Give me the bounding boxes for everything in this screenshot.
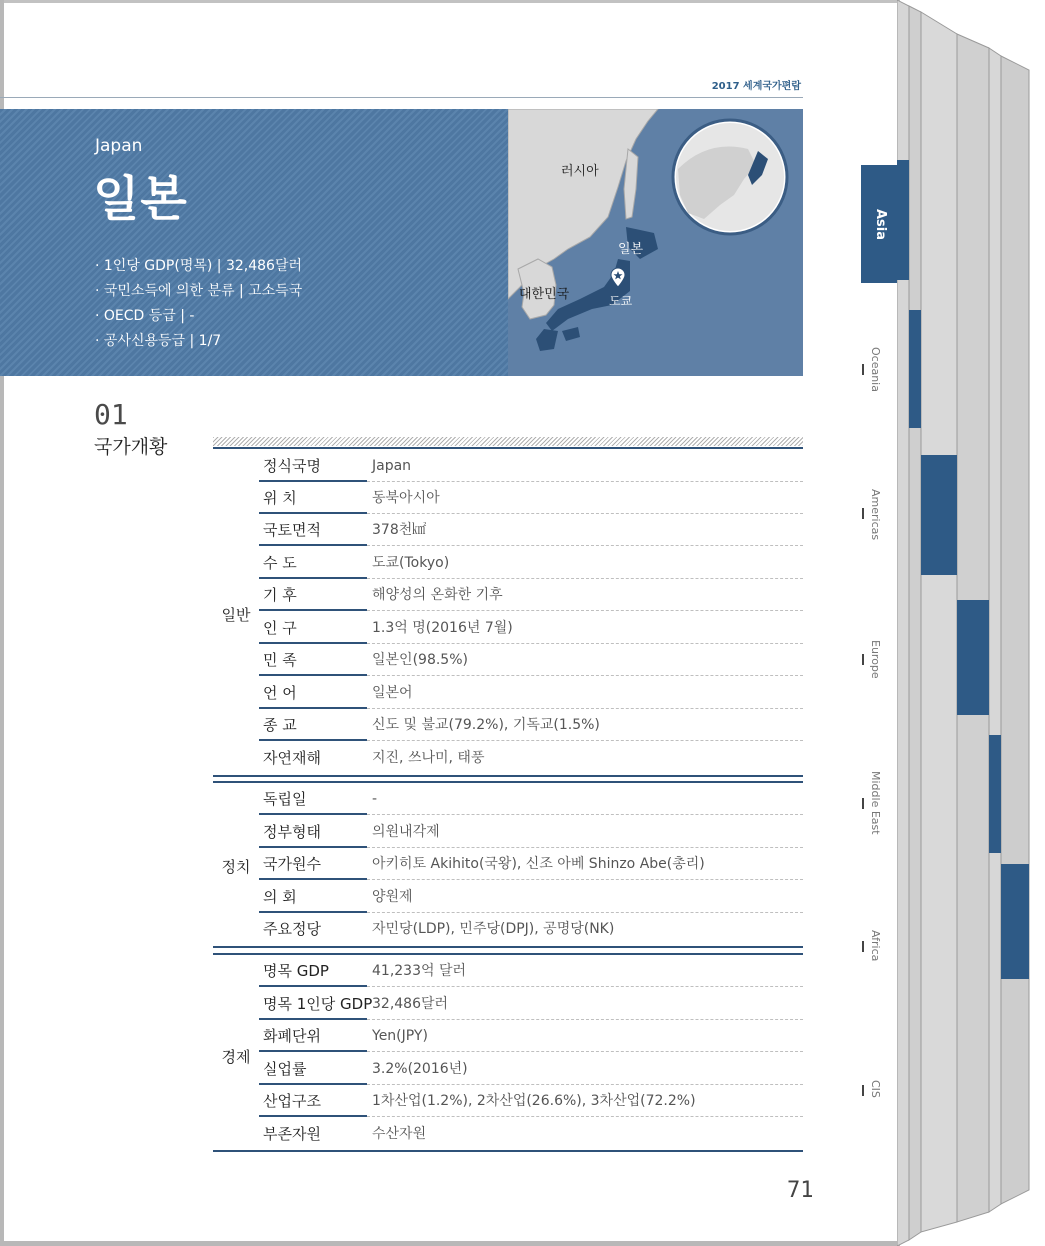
page-frame-bottom (0, 1241, 900, 1246)
fact-oecd: · OECD 등급 | - (95, 308, 195, 324)
row-key: 산업구조 (259, 1085, 367, 1117)
country-map (508, 109, 803, 376)
row-key: 실업률 (259, 1053, 367, 1085)
row-key: 명목 1인당 GDP (259, 988, 367, 1020)
row-value: 3.2%(2016년) (367, 1053, 803, 1085)
row-value: 동북아시아 (367, 482, 803, 514)
map-graphic (508, 109, 803, 376)
row-value: 의원내각제 (367, 816, 803, 848)
table-row (259, 1118, 803, 1150)
row-key: 위 치 (259, 482, 367, 514)
tab-americas[interactable]: Americas (869, 489, 882, 541)
row-key: 독립일 (259, 783, 367, 815)
table-row (259, 881, 803, 913)
row-key: 수 도 (259, 547, 367, 579)
map-label-russia: 러시아 (561, 164, 599, 179)
tab-middle-east[interactable]: Middle East (869, 771, 882, 835)
map-label-japan: 일본 (618, 242, 644, 257)
book-edge-graphic (897, 0, 1045, 1246)
row-value: 1차산업(1.2%), 2차산업(26.6%), 3차산업(72.2%) (367, 1085, 803, 1117)
row-key: 부존자원 (263, 1125, 321, 1143)
tab-tick (862, 364, 864, 375)
fact-income-class: · 국민소득에 의한 분류 | 고소득국 (95, 283, 303, 299)
tab-tick (862, 1085, 864, 1096)
table-row (259, 1053, 803, 1085)
table-row (259, 988, 803, 1020)
row-key: 의 회 (259, 881, 367, 913)
tab-tick (862, 508, 864, 519)
table-group-general (213, 447, 803, 777)
header-rule (0, 97, 803, 98)
row-key: 화폐단위 (259, 1020, 367, 1052)
fact-credit: · 공사신용등급 | 1/7 (95, 333, 222, 349)
row-value: 378천㎢ (367, 514, 803, 546)
tab-oceania[interactable]: Oceania (869, 347, 882, 392)
section-title: 국가개황 (94, 436, 168, 458)
table-row (259, 709, 803, 741)
page-number: 71 (787, 1178, 814, 1203)
row-key: 민 족 (259, 644, 367, 676)
tab-asia[interactable] (861, 165, 897, 283)
country-name-en: Japan (95, 136, 143, 156)
row-key: 종 교 (259, 709, 367, 741)
row-value: 지진, 쓰나미, 태풍 (372, 750, 485, 766)
tab-label: Asia (873, 209, 888, 241)
row-key: 기 후 (259, 579, 367, 611)
row-value: 자민당(LDP), 민주당(DPJ), 공명당(NK) (372, 921, 615, 937)
row-key: 주요정당 (263, 920, 321, 938)
table-row (259, 482, 803, 514)
row-value: 아키히토 Akihito(국왕), 신조 아베 Shinzo Abe(총리) (367, 848, 803, 880)
page-frame-top (0, 0, 900, 3)
table-row (259, 612, 803, 644)
row-key: 명목 GDP (259, 955, 367, 987)
row-value: 일본어 (367, 677, 803, 709)
row-key: 언 어 (259, 677, 367, 709)
capital-marker-icon (610, 268, 626, 288)
tab-africa[interactable]: Africa (869, 930, 882, 962)
fact-gdp: · 1인당 GDP(명목) | 32,486달러 (95, 258, 303, 274)
row-value: 양원제 (367, 881, 803, 913)
table-row (259, 644, 803, 676)
table-row (259, 677, 803, 709)
row-value: 해양성의 온화한 기후 (367, 579, 803, 611)
table-row (259, 514, 803, 546)
table-row (259, 913, 803, 945)
group-label-economy: 경제 (221, 1048, 251, 1066)
row-value: Japan (367, 450, 803, 482)
table-row (259, 848, 803, 880)
row-key: 국가원수 (259, 848, 367, 880)
row-value: 수산자원 (372, 1126, 427, 1142)
tab-tick (862, 798, 864, 809)
tab-cis[interactable]: CIS (869, 1080, 882, 1098)
country-facts (95, 254, 302, 354)
row-key: 자연재해 (263, 749, 321, 767)
table-group-economy (213, 953, 803, 1152)
table-row (259, 783, 803, 815)
row-value: 신도 및 불교(79.2%), 기독교(1.5%) (367, 709, 803, 741)
tab-tick (862, 654, 864, 665)
map-label-tokyo: 도쿄 (609, 294, 633, 308)
row-key: 정식국명 (259, 450, 367, 482)
tab-europe[interactable]: Europe (869, 640, 882, 679)
row-value: 일본인(98.5%) (367, 644, 803, 676)
table-row (259, 579, 803, 611)
row-value: 41,233억 달러 (367, 955, 803, 987)
table-row (259, 547, 803, 579)
row-value: - (367, 783, 803, 815)
group-label-politics: 정치 (221, 858, 251, 876)
tab-tick (862, 941, 864, 952)
map-label-korea: 대한민국 (519, 287, 570, 302)
table-row (259, 955, 803, 987)
country-name-ko: 일본 (93, 171, 188, 227)
row-key: 인 구 (259, 612, 367, 644)
table-group-politics (213, 781, 803, 948)
table-row (259, 450, 803, 482)
section-number: 01 (94, 398, 128, 431)
row-value: Yen(JPY) (367, 1020, 803, 1052)
group-label-general: 일반 (221, 606, 251, 624)
table-row (259, 742, 803, 774)
table-row (259, 1085, 803, 1117)
table-row (259, 1020, 803, 1052)
table-row (259, 816, 803, 848)
table-hatch-rule (213, 437, 803, 446)
edition-label: 2017 세계국가편람 (711, 81, 801, 92)
row-value: 32,486달러 (367, 988, 803, 1020)
row-value: 도쿄(Tokyo) (367, 547, 803, 579)
row-key: 정부형태 (259, 816, 367, 848)
row-value: 1.3억 명(2016년 7월) (367, 612, 803, 644)
row-key: 국토면적 (259, 514, 367, 546)
